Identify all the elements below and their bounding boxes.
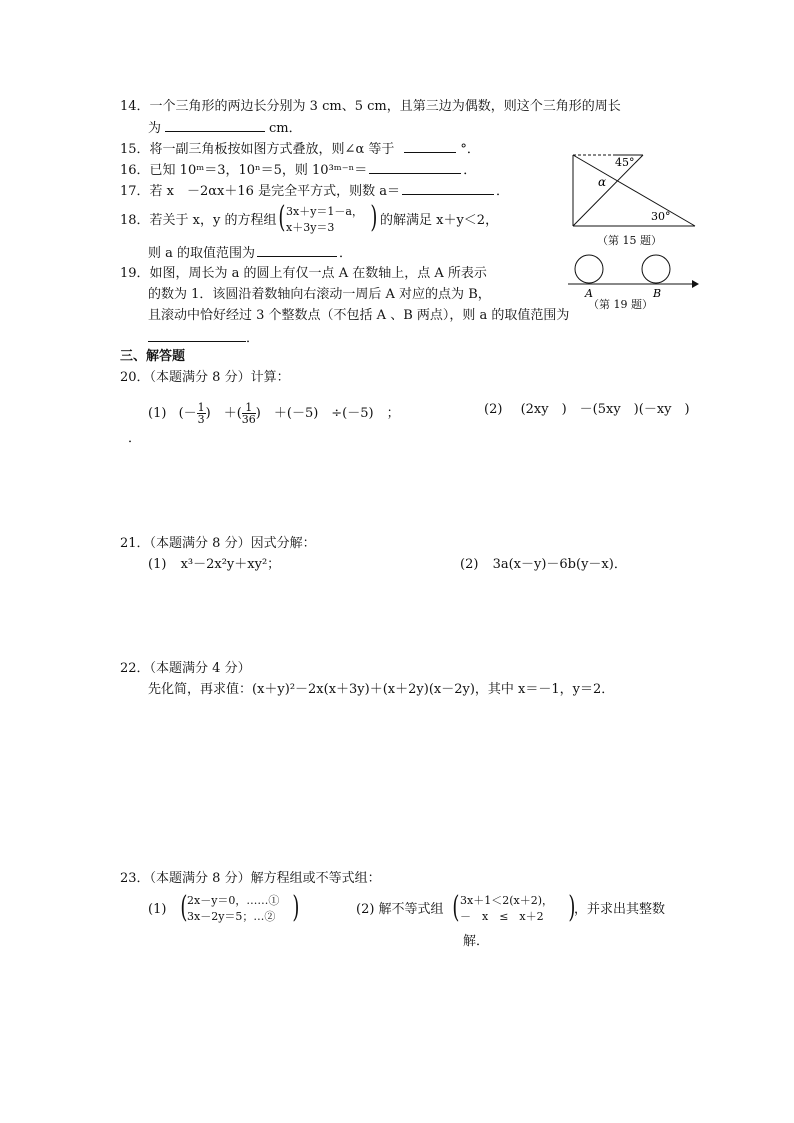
q18-post: 的解满足 x＋y＜2， <box>380 213 499 228</box>
q20-header-text: （本题满分 8 分）计算： <box>149 370 290 385</box>
q18-line2-post: ． <box>339 246 353 261</box>
q20-p2-label: (2) <box>484 402 503 417</box>
q23-p2-post: ，并求出其整数 <box>574 902 666 917</box>
figure-15-triangles <box>565 150 700 245</box>
q23-header-text: （本题满分 8 分）解方程组或不等式组： <box>149 871 381 886</box>
q19-line1 <box>120 266 487 282</box>
q20-p1-frac2 <box>242 402 256 425</box>
q18-left-brace: ( <box>278 200 286 235</box>
q22-line2: 先化简，再求值：(x＋y)²－2x(x＋3y)＋(x＋2y)(x－2y)，其中 x＝－1，y＝2． <box>148 682 615 697</box>
q20-number: 20． <box>120 370 150 385</box>
q17-answer-blank[interactable] <box>402 182 494 195</box>
q23-p2-right-brace: ) <box>568 890 576 925</box>
q14-text: 一个三角形的两边长分别为 3 cm、5 cm，且第三边为偶数，则这个三角形的周长 <box>149 99 621 114</box>
q20-p1-frac2-num: 1 <box>242 402 256 414</box>
figure-19-number-line <box>565 253 700 303</box>
q19-line3: 且滚动中恰好经过 3 个整数点（不包括 A 、B 两点），则 a 的取值范围为 <box>148 308 570 323</box>
q18-eq2: x＋3y＝3 <box>286 221 335 234</box>
q19-number: 19． <box>120 266 150 281</box>
q21-p1-expr: x³－2x²y＋xy²； <box>180 557 281 572</box>
q23-p2-line2: 解． <box>463 934 490 949</box>
q20-p1-label: (1) <box>148 406 167 421</box>
q23-p2-eq1: 3x＋1＜2(x＋2)， <box>460 894 553 907</box>
q20-part2 <box>484 402 690 418</box>
section3-title: 三、解答题 <box>120 349 186 364</box>
q21-header <box>120 536 316 552</box>
q20-part1 <box>148 402 400 425</box>
q20-p1-frac1-den: 3 <box>197 413 205 426</box>
q20-p1-frac1-num: 1 <box>197 401 205 414</box>
q20-p1-frac2-den: 36 <box>241 413 256 426</box>
q16-text: 已知 10ᵐ＝3，10ⁿ＝5，则 10³ᵐ⁻ⁿ＝ <box>149 163 368 178</box>
fig15-angle-30: 30° <box>651 210 671 223</box>
q19-line4 <box>148 329 259 347</box>
q23-p1-left-brace: ( <box>180 890 188 925</box>
q23-p1-label: (1) <box>148 902 167 917</box>
q16-answer-blank[interactable] <box>369 161 461 174</box>
q20-dot: ． <box>128 431 142 446</box>
q14-text2: 为 <box>148 121 162 136</box>
q20-header <box>120 370 290 386</box>
q19-post: ． <box>246 331 260 346</box>
q22-header-text: （本题满分 4 分） <box>149 661 251 676</box>
q19-answer-blank[interactable] <box>148 329 246 342</box>
q17-text: 若 x －2αx＋16 是完全平方式，则数 a＝ <box>149 184 400 199</box>
q14-line2 <box>148 119 302 137</box>
q20-p1-b: ) ＋( <box>205 406 242 421</box>
q21-p2-expr: 3a(x－y)－6b(y－x)． <box>492 557 627 572</box>
q23-p1-eq2: 3x－2y＝5；…② <box>187 910 276 923</box>
q22-number: 22． <box>120 661 150 676</box>
q21-number: 21． <box>120 536 150 551</box>
q21-part2 <box>460 557 627 573</box>
q14-unit: cm． <box>269 121 302 136</box>
q16-line <box>120 161 476 179</box>
q23-number: 23． <box>120 871 150 886</box>
fig15-caption: （第 15 题） <box>597 234 662 247</box>
q19-text1: 如图，周长为 a 的圆上有仅一点 A 在数轴上，点 A 所表示 <box>149 266 487 281</box>
q14-number: 14． <box>120 99 150 114</box>
fig15-angle-45: 45° <box>615 156 635 169</box>
q21-part1 <box>148 557 280 573</box>
q20-p1-c: ) ＋(－5) ÷(－5) ； <box>255 406 400 421</box>
q17-post: ． <box>495 184 509 199</box>
q18-line2 <box>148 244 352 262</box>
q18-number: 18． <box>120 213 150 228</box>
fig15-alpha: α <box>598 175 607 189</box>
q18-eq1: 3x＋y＝1－a， <box>286 205 363 218</box>
q23-p2-eq2: － x ≤ x＋2 <box>460 910 544 923</box>
q14-line1 <box>120 99 621 115</box>
q17-number: 17． <box>120 184 150 199</box>
q18-pre: 若关于 x，y 的方程组 <box>149 213 277 228</box>
q21-header-text: （本题满分 8 分）因式分解： <box>149 536 316 551</box>
q20-p1-frac1 <box>197 402 206 425</box>
fig19-caption: （第 19 题） <box>588 298 653 311</box>
q15-text: 将一副三角板按如图方式叠放，则∠α 等于 <box>149 142 395 157</box>
q23-p1-right-brace: ) <box>292 890 300 925</box>
q23-p2-pre: (2) 解不等式组 <box>356 902 444 917</box>
q23-p2-left-brace: ( <box>452 890 460 925</box>
fig19-label-b: B <box>653 287 662 300</box>
q23-p1-eq1: 2x－y＝0，……① <box>187 894 280 907</box>
q18-line2-text: 则 a 的取值范围为 <box>148 246 256 261</box>
q18-line1 <box>120 213 277 229</box>
q19-line2: 的数为 1．该圆沿着数轴向右滚动一周后 A 对应的点为 B， <box>148 287 491 302</box>
q15-answer-blank[interactable] <box>404 140 456 153</box>
q22-header <box>120 661 251 677</box>
q16-post: ． <box>463 163 477 178</box>
q23-header <box>120 871 381 887</box>
q18-answer-blank[interactable] <box>257 244 337 257</box>
q18-right-brace: ) <box>370 200 378 235</box>
fig19-label-a: A <box>585 287 593 300</box>
q21-p2-label: (2) <box>460 557 479 572</box>
q16-number: 16． <box>120 163 150 178</box>
q15-line <box>120 140 480 158</box>
q17-line <box>120 182 509 200</box>
q21-p1-label: (1) <box>148 557 167 572</box>
q14-answer-blank[interactable] <box>165 119 265 132</box>
q20-p1-a: (－ <box>178 406 197 421</box>
q15-number: 15． <box>120 142 150 157</box>
q15-post: °． <box>460 142 480 157</box>
q20-p2-expr: (2xy ) －(5xy )(－xy ) <box>520 402 690 417</box>
